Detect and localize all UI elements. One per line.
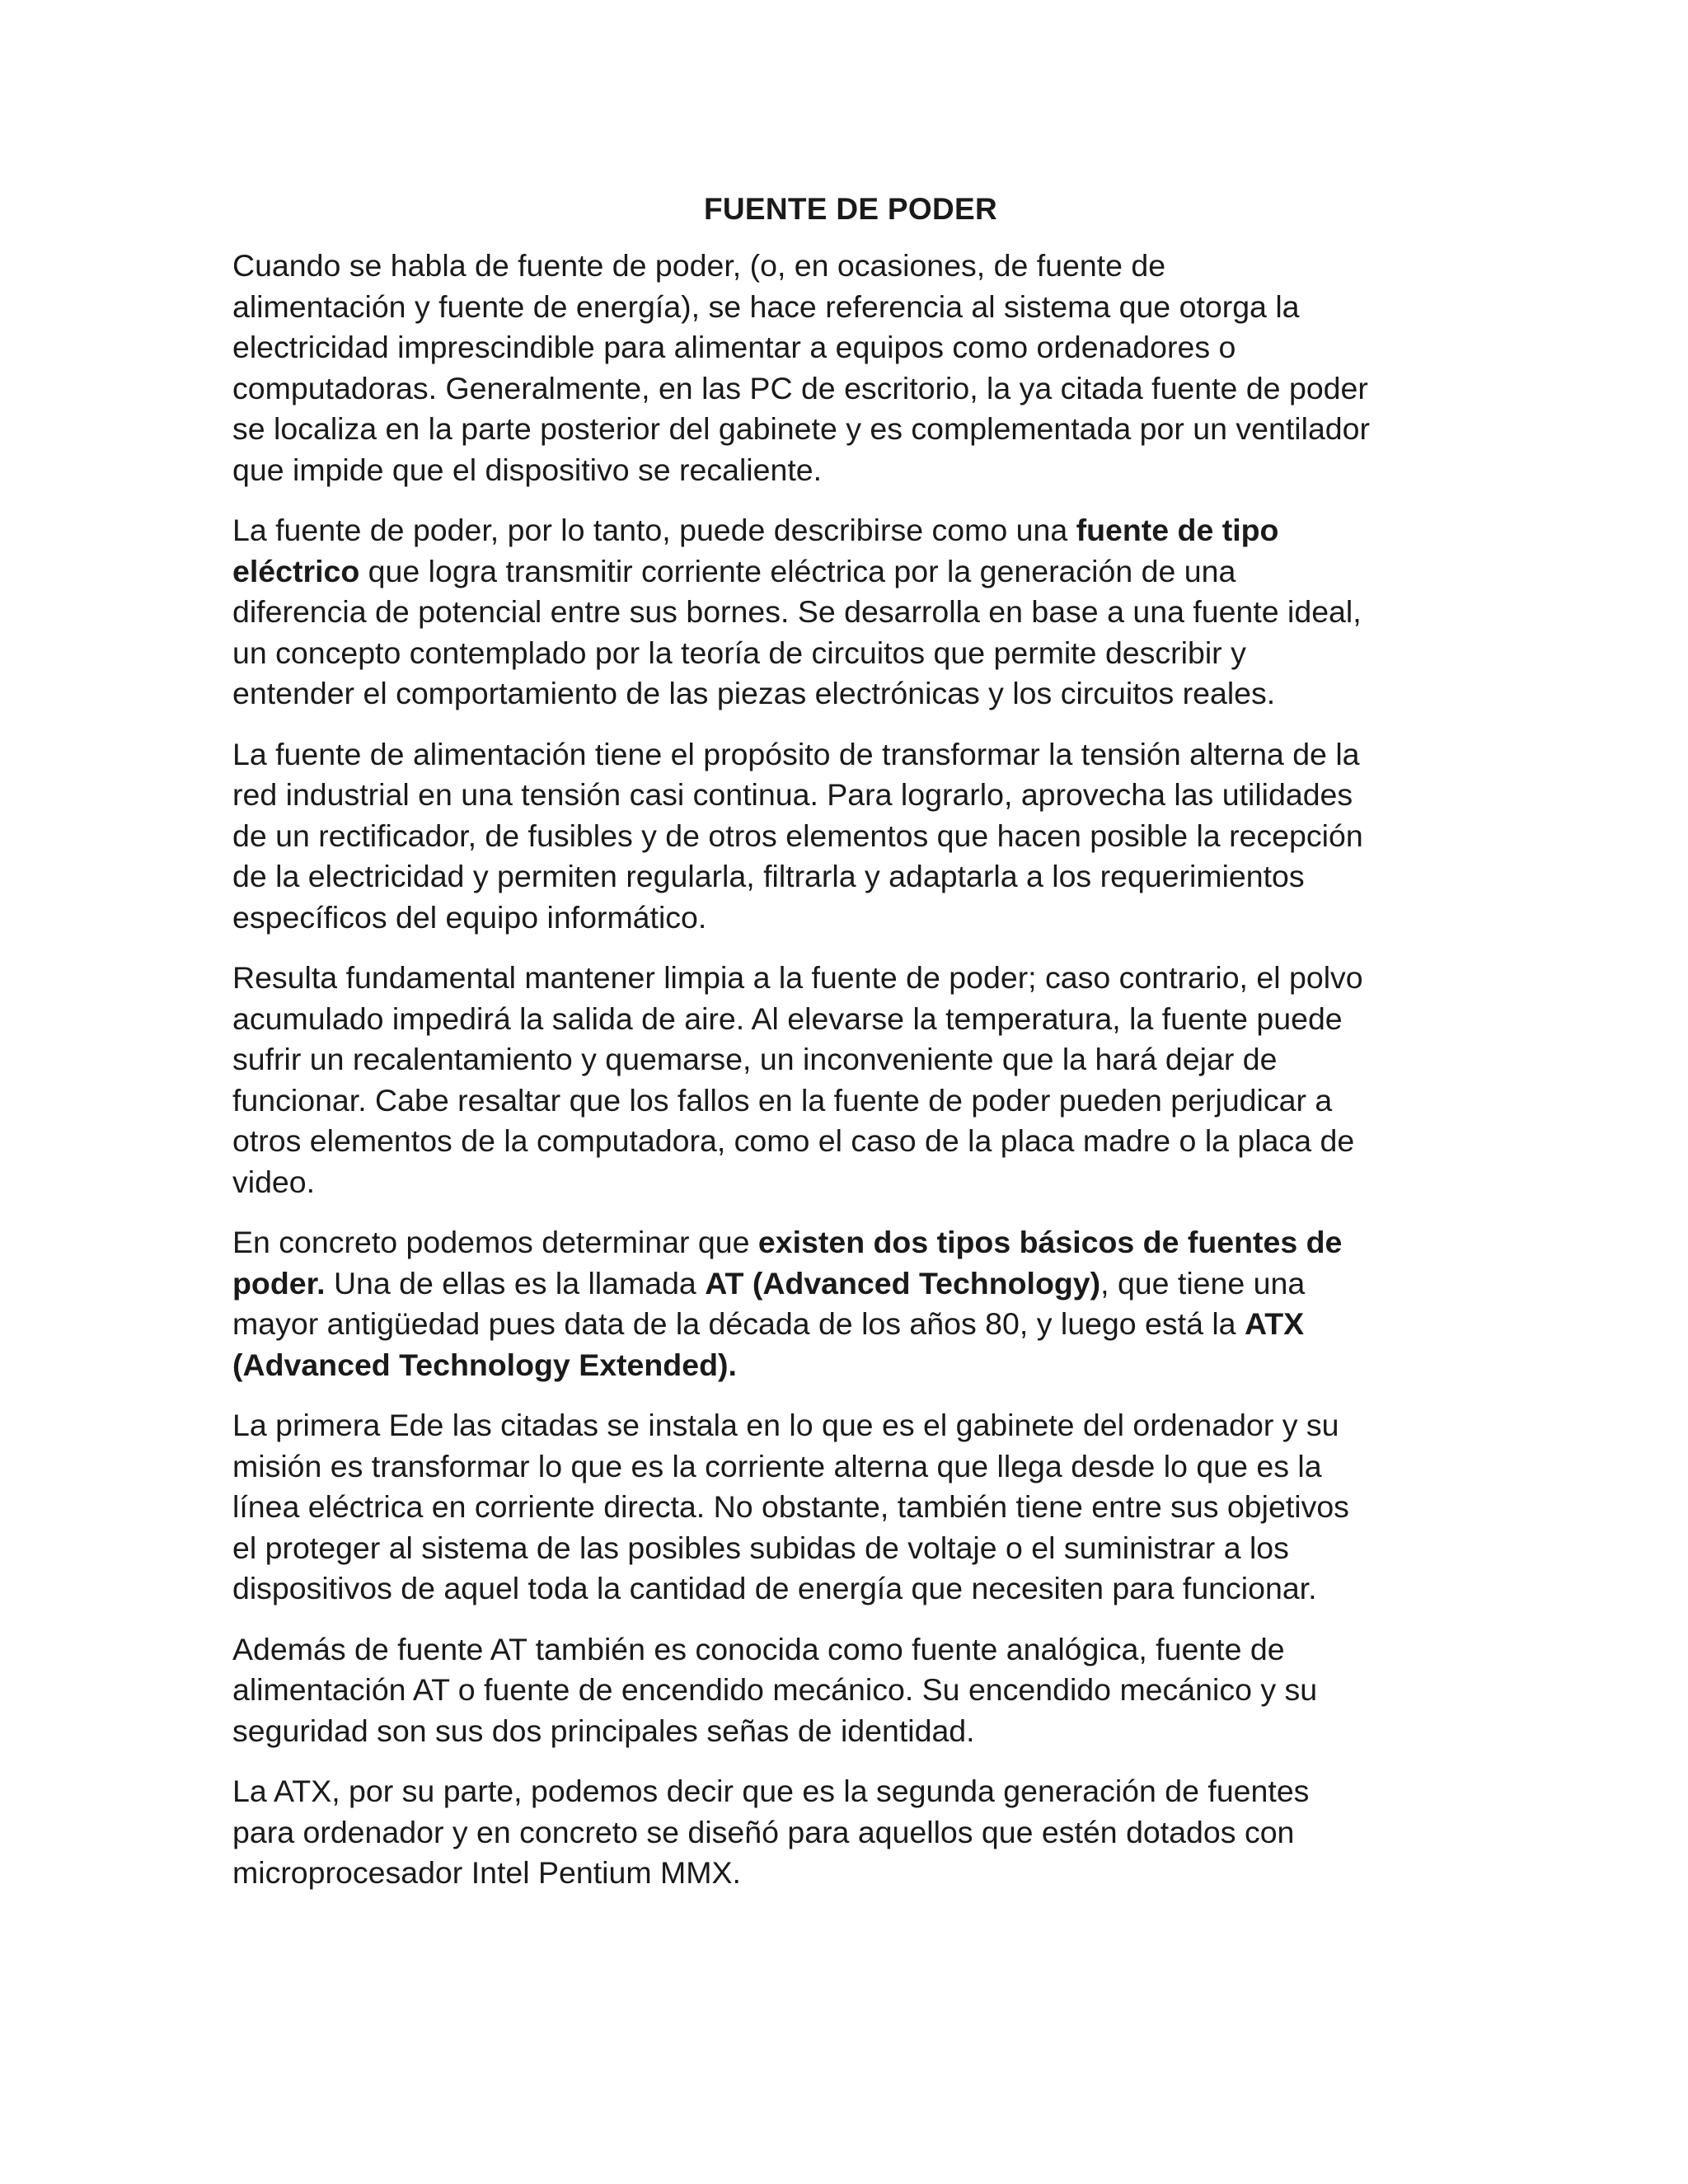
text-segment: mayor antigüedad pues data de la década de los años 80, y luego está la	[232, 1306, 1245, 1341]
text-segment: seguridad son sus dos principales señas de identidad.	[232, 1713, 975, 1748]
text-line	[232, 1304, 1469, 1345]
text-segment: diferencia de potencial entre sus bornes. Se desarrolla en base a una fuente ideal,	[232, 594, 1362, 629]
text-segment: para ordenador y en concreto se diseñó para aquellos que estén dotados con	[232, 1814, 1295, 1849]
text-line	[232, 1629, 1469, 1671]
text-line	[232, 1446, 1469, 1488]
text-segment: acumulado impedirá la salida de aire. Al elevarse la temperatura, la fuente puede	[232, 1001, 1343, 1036]
paragraph	[232, 1629, 1469, 1752]
text-line	[232, 816, 1469, 857]
bold-text: existen dos tipos básicos de fuentes de	[757, 1225, 1343, 1259]
text-segment: funcionar. Cabe resaltar que los fallos en la fuente de poder pueden perjudicar a	[232, 1082, 1333, 1118]
text-segment: Una de ellas es la llamada	[325, 1265, 706, 1301]
paragraph	[232, 958, 1469, 1202]
text-segment: Resulta fundamental mantener limpia a la fuente de poder; caso contrario, el polvo	[232, 960, 1363, 995]
bold-text: (Advanced Technology Extended).	[232, 1347, 737, 1382]
text-segment: dispositivos de aquel toda la cantidad de energía que necesiten para funcionar.	[232, 1571, 1317, 1605]
text-segment: La primera Ede las citadas se instala en lo que es el gabinete del ordenador y su	[232, 1408, 1339, 1442]
text-segment: , que tiene una	[1100, 1265, 1306, 1301]
text-segment: específicos del equipo informático.	[232, 899, 707, 935]
text-line	[232, 1853, 1469, 1894]
text-line	[232, 1080, 1469, 1122]
text-line	[232, 510, 1469, 551]
text-line	[232, 1263, 1469, 1305]
text-segment: computadoras. Generalmente, en las PC de escritorio, la ya citada fuente de poder	[232, 370, 1368, 405]
text-line	[232, 1162, 1469, 1203]
text-segment: sufrir un recalentamiento y quemarse, un inconveniente que la hará dejar de	[232, 1042, 1278, 1076]
text-segment: La ATX, por su parte, podemos decir que es la segunda generación de fuentes	[232, 1774, 1310, 1808]
document-body	[232, 185, 1469, 1914]
paragraph-list	[232, 246, 1469, 1894]
text-segment: La fuente de alimentación tiene el propósito de transformar la tensión alterna de la	[232, 736, 1360, 771]
text-line	[232, 1670, 1469, 1711]
text-segment: alimentación AT o fuente de encendido mecánico. Su encendido mecánico y su	[232, 1672, 1318, 1707]
paragraph	[232, 1771, 1469, 1894]
bold-text: AT (Advanced Technology)	[705, 1265, 1101, 1301]
paragraph	[232, 734, 1469, 939]
bold-text: ATX	[1244, 1306, 1305, 1341]
text-line	[232, 1405, 1469, 1446]
text-line	[232, 327, 1469, 368]
paragraph	[232, 510, 1469, 715]
text-line	[232, 1345, 1469, 1386]
text-line	[232, 368, 1469, 410]
text-line	[232, 1711, 1469, 1752]
text-segment: entender el comportamiento de las piezas electrónicas y los circuitos reales.	[232, 676, 1276, 710]
paragraph	[232, 1405, 1469, 1610]
text-line	[232, 734, 1469, 776]
text-line	[232, 775, 1469, 816]
text-line	[232, 1771, 1469, 1812]
text-segment: alimentación y fuente de energía), se hace referencia al sistema que otorga la	[232, 288, 1300, 324]
text-line	[232, 1812, 1469, 1854]
text-line	[232, 287, 1469, 328]
paragraph	[232, 1222, 1469, 1385]
text-line	[232, 551, 1469, 593]
text-segment: microprocesador Intel Pentium MMX.	[232, 1855, 741, 1890]
text-line	[232, 898, 1469, 939]
text-segment: Además de fuente AT también es conocida como fuente analógica, fuente de	[232, 1631, 1285, 1666]
text-line	[232, 673, 1469, 715]
text-line	[232, 450, 1469, 491]
text-segment: red industrial en una tensión casi continua. Para lograrlo, aprovecha las utilidades	[232, 777, 1353, 812]
text-segment: el proteger al sistema de las posibles subidas de voltaje o el suministrar a los	[232, 1530, 1289, 1565]
bold-text: poder.	[232, 1265, 326, 1301]
text-line	[232, 1528, 1469, 1569]
text-line	[232, 633, 1469, 674]
text-line	[232, 958, 1469, 999]
text-line	[232, 1121, 1469, 1162]
text-segment: que logra transmitir corriente eléctrica por la generación de una	[359, 553, 1236, 588]
page-title: FUENTE DE PODER	[703, 192, 998, 226]
text-segment: que impide que el dispositivo se recaliente.	[232, 452, 823, 487]
text-segment: un concepto contemplado por la teoría de circuitos que permite describir y	[232, 635, 1246, 670]
text-segment: de un rectificador, de fusibles y de otros elementos que hacen posible la recepción	[232, 818, 1363, 853]
text-line	[232, 409, 1469, 450]
bold-text: eléctrico	[232, 553, 360, 588]
text-segment: línea eléctrica en corriente directa. No obstante, también tiene entre sus objetivos	[232, 1489, 1349, 1524]
text-segment: electricidad imprescindible para alimentar a equipos como ordenadores o	[232, 330, 1236, 364]
text-line	[232, 1487, 1469, 1528]
text-line	[232, 246, 1469, 287]
text-line	[232, 1222, 1469, 1263]
text-line	[232, 592, 1469, 633]
text-segment: Cuando se habla de fuente de poder, (o, en ocasiones, de fuente de	[232, 248, 1166, 283]
text-segment: se localiza en la parte posterior del gabinete y es complementada por un ventilador	[232, 411, 1370, 446]
text-segment: video.	[232, 1164, 316, 1199]
paragraph	[232, 246, 1469, 490]
text-segment: misión es transformar lo que es la corriente alterna que llega desde lo que es la	[232, 1448, 1322, 1483]
text-line	[232, 856, 1469, 898]
text-line	[232, 1039, 1469, 1080]
text-line	[232, 999, 1469, 1040]
text-segment: La fuente de poder, por lo tanto, puede describirse como una	[232, 513, 1076, 547]
text-line	[232, 1568, 1469, 1610]
bold-text: fuente de tipo	[1076, 513, 1279, 547]
text-segment: otros elementos de la computadora, como el caso de la placa madre o la placa de	[232, 1123, 1355, 1158]
text-segment: de la electricidad y permiten regularla, filtrarla y adaptarla a los requerimientos	[232, 859, 1305, 893]
text-segment: En concreto podemos determinar que	[232, 1225, 758, 1259]
